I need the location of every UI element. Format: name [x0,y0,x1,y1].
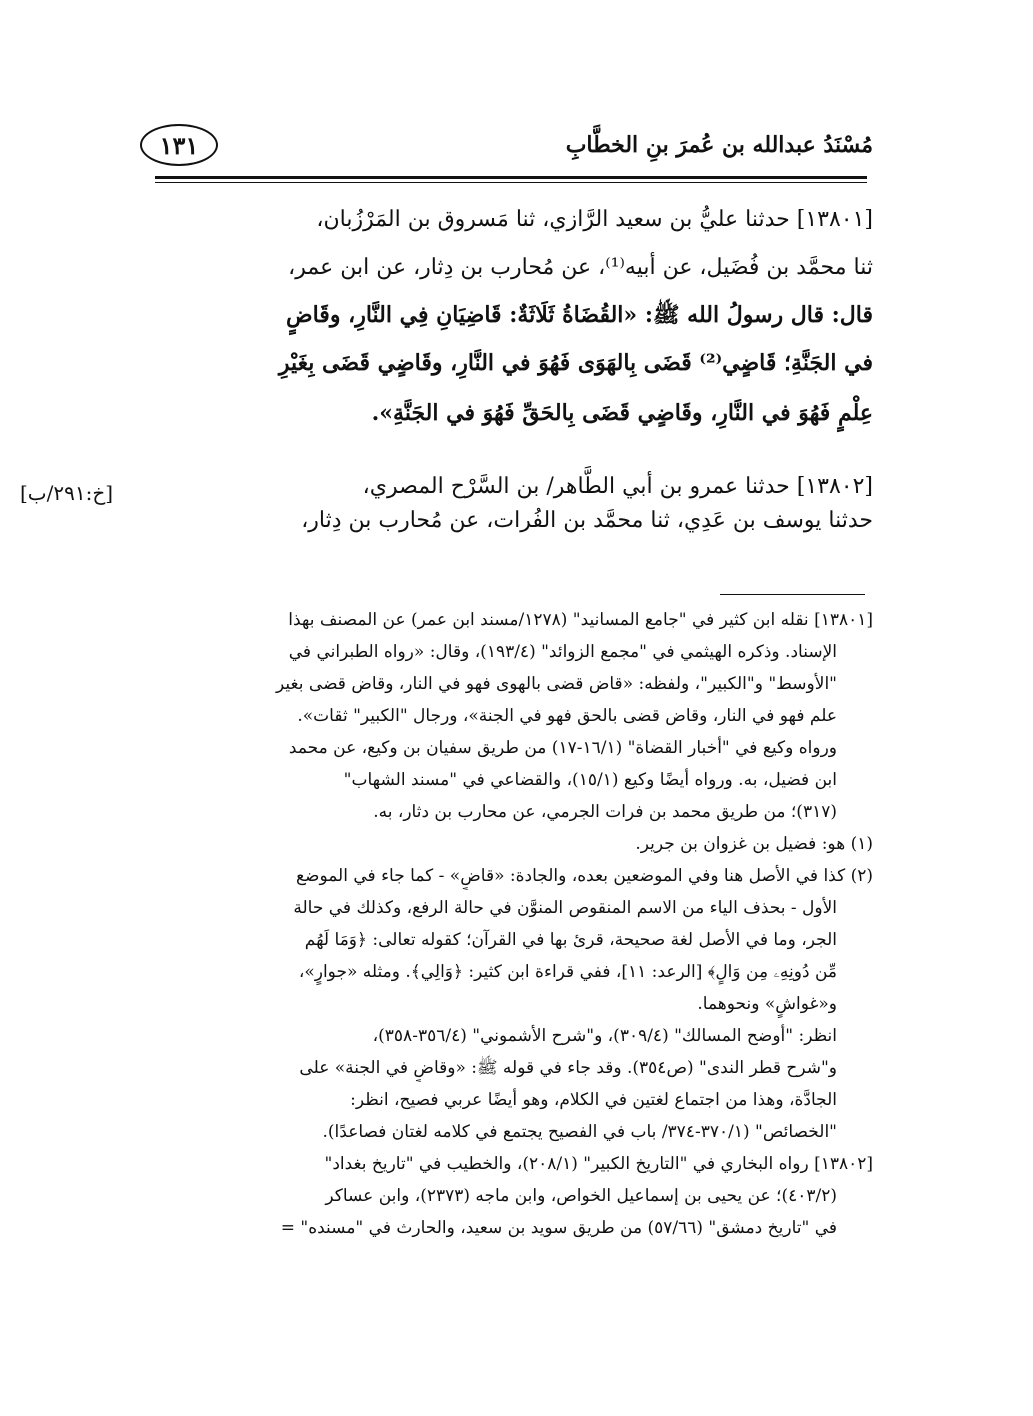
running-header: مُسْنَدُ عبدالله بن عُمرَ بنِ الخطَّابِ [565,132,873,158]
manuscript-folio-ref: [خ:٢٩١/ب] [20,481,114,505]
footnote-line: الجادَّة، وهذا من اجتماع لغتين في الكلام، وهو أيضًا عربي فصيح، انظر: [350,1090,837,1110]
footnote-line: الإسناد. وذكره الهيثمي في "مجمع الزوائد" (١٩٣/٤)، وقال: «رواه الطبراني في [288,642,837,662]
footnote-line: (٣١٧)؛ من طريق محمد بن فرات الجرمي، عن محارب بن دثار، به. [373,802,837,822]
footnote-line: علم فهو في النار، وقاض قضى بالحق فهو في الجنة»، ورجال "الكبير" ثقات». [297,706,837,726]
footnote-line: و"شرح قطر الندى" (ص٣٥٤). وقد جاء في قوله ﷺ: «وقاضٍ في الجنة» على [299,1058,837,1078]
footnote-separator [720,594,865,595]
main-text-line: [١٣٨٠٢] حدثنا عمرو بن أبي الطَّاهر/ بن السَّرْح المصري، [362,474,873,499]
footnote-line: مِّن دُونِهِۦ مِن وَالٍ﴾ [الرعد: ١١]، ففي قراءة ابن كثير: ﴿وَالِي﴾. ومثله «جوارٍ»، [298,962,837,982]
main-text-line: في الجَنَّةِ؛ قَاضٍي⁽²⁾ قَضَى بِالهَوَى فَهُوَ في النَّارِ، وقَاضٍي قَضَى بِغَيْرِ [278,350,873,376]
footnote-line: (٤٠٣/٢)؛ عن يحيى بن إسماعيل الخواص، وابن ماجه (٢٣٧٣)، وابن عساكر [325,1186,837,1206]
main-text-line: ثنا محمَّد بن فُضَيل، عن أبيه⁽¹⁾، عن مُحارب بن دِثار، عن ابن عمر، [288,255,873,280]
header-rule-thick [155,176,867,179]
footnote-line: الجر، وما في الأصل لغة صحيحة، قرئ بها في القرآن؛ كقوله تعالى: ﴿وَمَا لَهُم [304,930,837,950]
footnote-line: [١٣٨٠١] نقله ابن كثير في "جامع المسانيد" (١٢٧٨/مسند ابن عمر) عن المصنف بهذا [288,610,873,630]
footnote-line: انظر: "أوضح المسالك" (٣٠٩/٤)، و"شرح الأشموني" (٣٥٦/٤-٣٥٨)، [372,1026,837,1046]
main-text-line: عِلْمٍ فَهُوَ في النَّارِ، وقَاضٍي قَضَى بِالحَقِّ فَهُوَ في الجَنَّةِ». [371,400,873,426]
footnote-line: "الخصائص" (٣٧٠/١-٣٧٤/ باب في الفصيح يجتمع في كلامه لغتان فصاعدًا). [322,1122,837,1142]
footnote-line: (١) هو: فضيل بن غزوان بن جرير. [635,834,873,854]
main-text-line: [١٣٨٠١] حدثنا عليُّ بن سعيد الرَّازي، ثنا مَسروق بن المَرْزُبان، [316,207,873,232]
main-text-line: قال: قال رسولُ الله ﷺ: «القُضَاةُ ثَلَاثَةٌ: قَاضِيَانِ فِي النَّارِ، وقَاضٍ [286,302,873,328]
footnote-line: الأول - بحذف الياء من الاسم المنقوص المنوَّن في حالة الرفع، وكذلك في حالة [293,898,837,918]
footnote-line: في "تاريخ دمشق" (٥٧/٦٦) من طريق سويد بن سعيد، والحارث في "مسنده" = [280,1218,837,1238]
page-number: ١٣١ [140,124,218,166]
footnote-line: [١٣٨٠٢] رواه البخاري في "التاريخ الكبير" (٢٠٨/١)، والخطيب في "تاريخ بغداد" [324,1154,873,1174]
footnote-line: "الأوسط" و"الكبير"، ولفظه: «قاض قضى بالهوى فهو في النار، وقاض قضى بغير [276,674,837,694]
footnote-line: (٢) كذا في الأصل هنا وفي الموضعين بعده، والجادة: «قاضٍ» - كما جاء في الموضع [295,866,873,886]
footnote-line: ابن فضيل، به. ورواه أيضًا وكيع (١٥/١)، والقضاعي في "مسند الشهاب" [343,770,837,790]
main-text-line: حدثنا يوسف بن عَدِي، ثنا محمَّد بن الفُرات، عن مُحارب بن دِثار، [301,508,873,533]
footnote-line: و«غواشٍ» ونحوهما. [697,994,837,1014]
footnote-line: ورواه وكيع في "أخبار القضاة" (١٦/١-١٧) من طريق سفيان بن وكيع، عن محمد [288,738,837,758]
header-rule-thin [155,182,867,183]
